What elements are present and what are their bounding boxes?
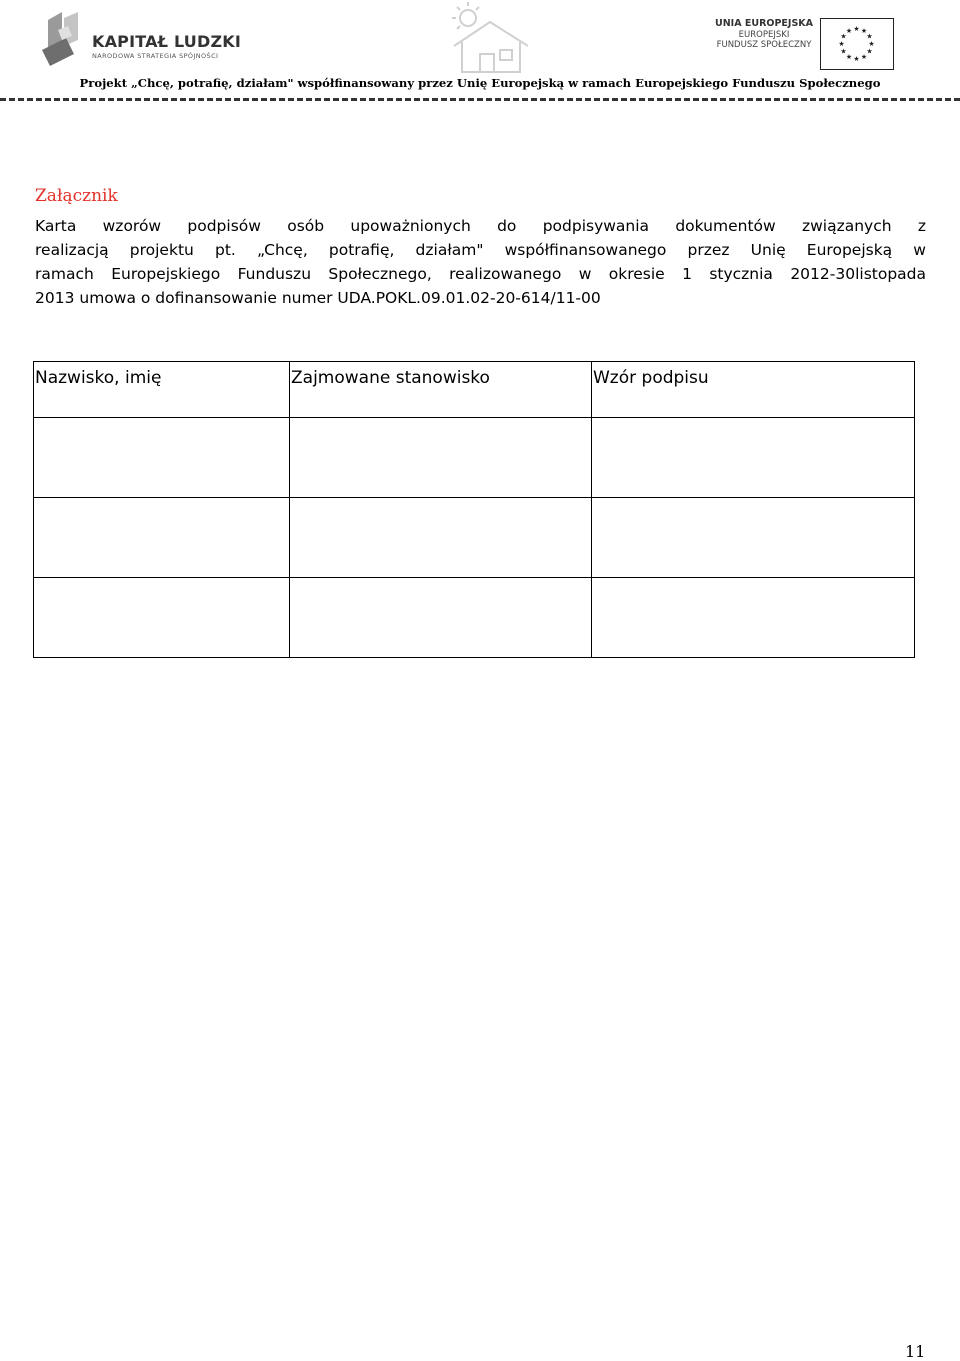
body-line: Karta wzorów podpisów osób upoważnionych do podpisywania dokumentów związanych z [35,217,926,235]
kapital-ludzki-logo [38,10,242,70]
name-cell[interactable] [34,578,290,658]
header-divider [0,98,960,101]
column-header-name: Nazwisko, imię [34,362,290,418]
eu-star-icon: ★ [866,47,873,56]
eu-star-icon: ★ [860,27,868,35]
eu-efs-logo [708,18,898,72]
body-line: realizacją projektu pt. „Chcę, potrafię, działam" współfinansowanego przez Unię Europejską w [35,241,926,259]
column-header-position: Zajmowane stanowisko [290,362,592,418]
page-header [0,0,960,104]
project-house-logo [440,0,536,78]
eu-star-icon: ★ [845,53,853,61]
eu-star-icon: ★ [868,40,875,48]
position-cell[interactable] [290,418,592,498]
eu-logo-line3: FUNDUSZ SPOŁECZNY [716,40,812,50]
name-cell[interactable] [34,498,290,578]
signature-cell[interactable] [592,418,915,498]
kapital-ludzki-title: KAPITAŁ LUDZKI [92,32,242,51]
table-row [34,418,915,498]
body-line: ramach Europejskiego Funduszu Społecznego, realizowanego w okresie 1 stycznia 2012-30listopada [35,265,926,283]
eu-star-icon: ★ [838,40,845,48]
name-cell[interactable] [34,418,290,498]
house-sun-icon [440,0,536,78]
eu-star-icon: ★ [840,32,847,41]
table-header-row [34,362,915,418]
eu-star-icon: ★ [853,55,860,63]
eu-flag-icon [820,18,894,70]
attachment-title: Załącznik [35,186,118,206]
eu-star-icon: ★ [845,27,853,35]
position-cell[interactable] [290,578,592,658]
eu-star-icon: ★ [866,32,873,41]
kapital-ludzki-emblem-icon [38,10,90,70]
signature-cell[interactable] [592,578,915,658]
eu-star-icon: ★ [840,47,847,56]
project-banner-text: Projekt „Chcę, potrafię, działam" współfinansowany przez Unię Europejską w ramach Europejskiego Funduszu Społecznego [79,76,881,90]
table-row [34,498,915,578]
page-number: 11 [905,1342,926,1361]
signature-table [33,361,915,658]
position-cell[interactable] [290,498,592,578]
signature-cell[interactable] [592,498,915,578]
table-row [34,578,915,658]
document-body [35,214,926,310]
eu-star-icon: ★ [853,25,860,33]
eu-star-icon: ★ [860,53,868,61]
eu-logo-line2: EUROPEJSKI [738,30,790,40]
body-line: 2013 umowa o dofinansowanie numer UDA.POKL.09.01.02-20-614/11-00 [35,289,601,307]
column-header-signature: Wzór podpisu [592,362,915,418]
kapital-ludzki-subtitle: NARODOWA STRATEGIA SPÓJNOŚCI [92,52,219,60]
eu-logo-line1: UNIA EUROPEJSKA [715,18,813,29]
